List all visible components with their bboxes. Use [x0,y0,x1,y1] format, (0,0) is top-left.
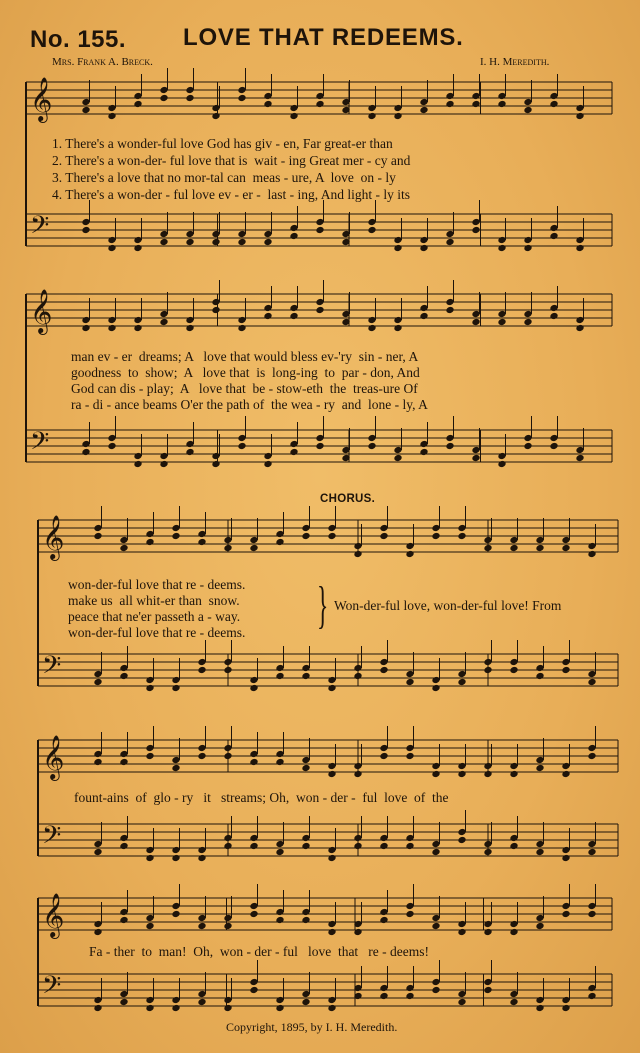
treble-note [561,770,570,778]
bass-note [223,666,232,674]
treble-note [301,532,310,540]
bass-note [133,460,142,468]
treble-note [315,100,324,108]
treble-note [159,318,168,326]
bass-note [263,460,272,468]
treble-note [419,312,428,320]
bass-note [275,1004,284,1012]
bass-note [353,842,362,850]
bass-note [575,244,584,252]
treble-note [327,532,336,540]
treble-note [197,538,206,546]
treble-note [497,100,506,108]
bass-note [197,998,206,1006]
bass-note [275,848,284,856]
bass-note [171,684,180,692]
bass-note [405,678,414,686]
bass-note [445,238,454,246]
bass-note [431,848,440,856]
treble-note [237,94,246,102]
treble-note [483,928,492,936]
treble-note [367,112,376,120]
bass-note [483,986,492,994]
verse2-line2: goodness to show; A love that is long-ing to par - don, And [71,365,420,380]
bass-note [301,672,310,680]
treble-note [107,324,116,332]
treble-note [483,544,492,552]
bass-note [431,986,440,994]
treble-note [367,324,376,332]
bass-note [223,842,232,850]
bass-note [93,1004,102,1012]
bass-note [237,238,246,246]
treble-note [249,544,258,552]
bass-note [587,848,596,856]
treble-note [405,550,414,558]
chorus-label: CHORUS. [320,493,376,505]
treble-note [171,764,180,772]
bass-note [419,244,428,252]
copyright-notice: Copyright, 1895, by I. H. Meredith. [226,1020,398,1034]
bass-note [587,992,596,1000]
verse-brace: } [317,577,329,634]
treble-note [575,324,584,332]
treble-note [419,106,428,114]
treble-note [133,324,142,332]
treble-note [145,752,154,760]
treble-note [587,550,596,558]
treble-note [509,770,518,778]
treble-note [81,324,90,332]
bass-note [393,244,402,252]
verse3-line3: peace that ne'er passeth a - way. [68,609,241,624]
treble-note [405,910,414,918]
bass-clef-icon: 𝄢 [30,427,50,462]
treble-note [379,532,388,540]
bass-note [457,998,466,1006]
bass-note [315,442,324,450]
treble-note [523,106,532,114]
bass-note [211,238,220,246]
verse2-line3: make us all whit-er than snow. [68,593,240,608]
verse1-line1: 1. There's a wonder-ful love God has giv - en, Far great-er than [52,136,393,151]
verse4-line3: won-der-ful love that re - deems. [68,625,246,640]
treble-note [535,764,544,772]
treble-note [211,306,220,314]
treble-clef-icon: 𝄞 [30,77,53,121]
treble-clef-icon: 𝄞 [42,515,65,559]
treble-note [223,922,232,930]
treble-note [509,544,518,552]
hymn-number: No. 155. [30,26,127,53]
bass-note [119,842,128,850]
treble-note [315,306,324,314]
bass-note [457,836,466,844]
treble-note [457,532,466,540]
treble-note [275,538,284,546]
treble-note [263,312,272,320]
treble-note [431,770,440,778]
verse1-line3: won-der-ful love that re - deems. [68,577,246,592]
treble-note [119,758,128,766]
treble-note [393,324,402,332]
bass-note [119,998,128,1006]
treble-note [263,100,272,108]
bass-note [535,848,544,856]
bass-note [483,666,492,674]
bass-note [145,684,154,692]
bass-note [237,442,246,450]
bass-note [171,1004,180,1012]
bass-note [197,854,206,862]
bass-note [327,854,336,862]
bass-note [575,454,584,462]
bass-note [159,460,168,468]
bass-note [561,1004,570,1012]
treble-note [171,532,180,540]
treble-note [223,544,232,552]
treble-note [275,916,284,924]
bass-clef-icon: 𝄢 [42,651,62,686]
treble-clef-icon: 𝄞 [30,289,53,333]
bass-note [171,854,180,862]
treble-note [471,318,480,326]
treble-note [405,752,414,760]
bass-note [535,672,544,680]
composer-credit: I. H. Meredith. [480,56,550,68]
bass-note [509,998,518,1006]
bass-note [185,238,194,246]
treble-note [81,106,90,114]
treble-note [431,922,440,930]
verse4-line2: ra - di - ance beams O'er the path of the wea - ry and lone - ly, A [71,397,428,412]
treble-note [93,928,102,936]
treble-note [185,94,194,102]
treble-note [211,112,220,120]
bass-note [289,448,298,456]
bass-note [379,666,388,674]
treble-clef-icon: 𝄞 [42,893,65,937]
bass-note [483,848,492,856]
treble-note [587,752,596,760]
treble-note [133,100,142,108]
bass-note [289,232,298,240]
bass-note [81,226,90,234]
bass-note [497,460,506,468]
treble-note [561,910,570,918]
treble-note [93,758,102,766]
bass-clef-icon: 𝄢 [30,211,50,246]
treble-note [549,312,558,320]
treble-note [119,544,128,552]
treble-note [301,764,310,772]
bass-note [393,454,402,462]
chorus-line3: Fa - ther to man! Oh, won - der - ful love that re - deems! [89,944,430,959]
treble-note [119,916,128,924]
chorus-refrain-line: Won-der-ful love, won-der-ful love! From [334,598,562,613]
lyricist-credit: Mrs. Frank A. Breck. [52,56,153,68]
treble-note [445,100,454,108]
bass-note [223,1004,232,1012]
treble-note [159,94,168,102]
bass-note [93,848,102,856]
chorus-line2: fount-ains of glo - ry it streams; Oh, won - der - ful love of the [74,790,449,805]
bass-note [367,442,376,450]
bass-note [457,678,466,686]
bass-note [549,442,558,450]
bass-note [523,244,532,252]
bass-note [353,672,362,680]
treble-note [327,928,336,936]
bass-note [81,448,90,456]
bass-note [133,244,142,252]
bass-note [327,1004,336,1012]
bass-note [107,442,116,450]
treble-note [587,910,596,918]
bass-note [509,842,518,850]
treble-note [483,770,492,778]
treble-note [561,544,570,552]
bass-note [315,226,324,234]
treble-note [535,922,544,930]
treble-note [93,532,102,540]
verse3-line2: God can dis - play; A love that be - stow-eth the treas-ure Of [71,381,418,396]
treble-note [535,544,544,552]
treble-note [197,922,206,930]
treble-note [289,112,298,120]
treble-note [497,318,506,326]
bass-note [301,998,310,1006]
verse4-line1: 4. There's a won-der - ful love ev - er - last - ing, And light - ly its [52,187,410,202]
treble-note [575,112,584,120]
bass-note [405,992,414,1000]
bass-note [445,442,454,450]
bass-note [549,232,558,240]
treble-note [457,928,466,936]
treble-note [445,306,454,314]
bass-note [523,442,532,450]
bass-note [509,666,518,674]
bass-note [107,244,116,252]
treble-note [327,770,336,778]
bass-note [249,684,258,692]
treble-note [197,752,206,760]
treble-note [353,770,362,778]
bass-note [471,454,480,462]
treble-note [171,910,180,918]
bass-note [497,244,506,252]
bass-note [379,842,388,850]
bass-note [263,238,272,246]
treble-note [301,916,310,924]
bass-note [159,238,168,246]
treble-clef-icon: 𝄞 [42,735,65,779]
hymn-title: LOVE THAT REDEEMS. [183,24,464,51]
treble-note [379,752,388,760]
bass-note [119,672,128,680]
treble-note [379,916,388,924]
bass-note [93,678,102,686]
treble-note [275,758,284,766]
treble-note [145,922,154,930]
bass-note [197,666,206,674]
bass-note [405,842,414,850]
bass-note [301,842,310,850]
treble-note [249,758,258,766]
bass-clef-icon: 𝄢 [42,971,62,1006]
verse2-line1: 2. There's a won-der- ful love that is wait - ing Great mer - cy and [52,153,411,168]
treble-note [107,112,116,120]
bass-note [431,684,440,692]
treble-note [145,538,154,546]
bass-note [471,226,480,234]
treble-note [509,928,518,936]
bass-note [145,1004,154,1012]
bass-note [327,684,336,692]
bass-note [379,992,388,1000]
treble-note [223,752,232,760]
treble-note [393,112,402,120]
treble-note [471,100,480,108]
bass-note [419,448,428,456]
bass-note [561,854,570,862]
treble-note [549,100,558,108]
bass-note [587,678,596,686]
treble-note [185,324,194,332]
bass-note [145,854,154,862]
bass-note [249,842,258,850]
bass-note [535,1004,544,1012]
treble-note [237,324,246,332]
bass-note [185,448,194,456]
bass-note [367,226,376,234]
verse1-line2: man ev - er dreams; A love that would bless ev-'ry sin - ner, A [71,349,419,364]
bass-note [275,672,284,680]
treble-note [523,318,532,326]
bass-clef-icon: 𝄢 [42,821,62,856]
treble-note [353,550,362,558]
bass-note [561,666,570,674]
bass-note [249,986,258,994]
bass-note [211,460,220,468]
treble-note [431,532,440,540]
treble-note [457,770,466,778]
treble-note [289,312,298,320]
verse3-line1: 3. There's a love that no mor-tal can meas - ure, A love on - ly [52,170,396,185]
treble-note [249,910,258,918]
